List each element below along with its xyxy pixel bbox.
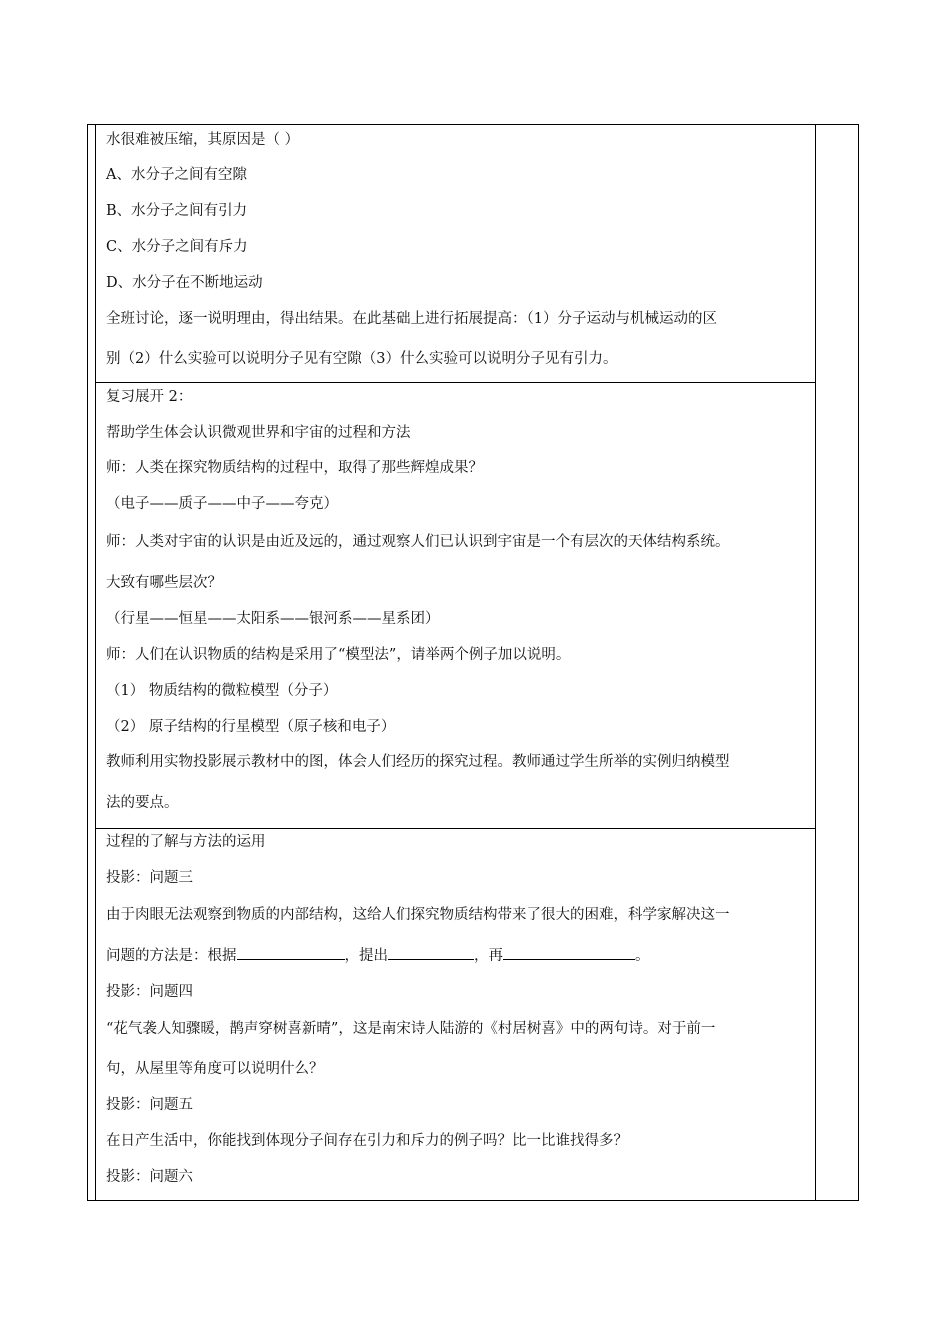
summary-line-2: 法的要点。 [106,795,179,811]
fill-blank-3[interactable] [503,945,635,960]
teacher-question-1: 师：人类在探究物质结构的过程中，取得了那些辉煌成果？ [106,460,483,476]
option-c: C、水分子之间有斥力 [106,239,248,255]
summary-line-1: 教师利用实物投影展示教材中的图，体会人们经历的探究过程。教师通过学生所举的实例归纳模型 [106,754,730,770]
problem-6-label: 投影：问题六 [106,1169,193,1185]
table-left-border-column [87,124,96,1201]
model-item-2: （2） 原子结构的行星模型（原子核和电子） [106,719,396,735]
problem-5-label: 投影：问题五 [106,1097,193,1113]
problem-4-label: 投影：问题四 [106,984,193,1000]
option-d: D、水分子在不断地运动 [106,275,263,291]
problem-3-text-line-1: 由于肉眼无法观察到物质的内部结构，这给人们探究物质结构带来了很大的困难，科学家解决这一 [106,907,730,923]
problem-4-text-line-2: 句，从屋里等角度可以说明什么？ [106,1061,324,1077]
fill-blank-1[interactable] [237,945,345,960]
section2-heading: 复习展开 2： [106,389,193,405]
row-divider-2 [96,828,815,829]
table-right-column [815,124,859,1201]
problem-3-text-a: 问题的方法是：根据 [106,948,237,964]
discussion-line-1: 全班讨论，逐一说明理由，得出结果。在此基础上进行拓展提高：（1）分子运动与机械运动的区 [106,311,717,327]
fill-blank-2[interactable] [388,945,474,960]
problem-5-text: 在日产生活中，你能找到体现分子间存在引力和斥力的例子吗？比一比谁找得多？ [106,1133,628,1149]
teacher-question-2-line-2: 大致有哪些层次？ [106,575,222,591]
problem-3-text-b: ，提出 [344,948,388,964]
problem-4-text-line-1: “花气袭人知骤暖，鹊声穿树喜新晴”，这是南宋诗人陆游的《村居树喜》中的两句诗。对于前一 [106,1021,716,1037]
teacher-question-2-line-1: 师：人类对宇宙的认识是由近及远的，通过观察人们已认识到宇宙是一个有层次的天体结构系统。 [106,534,730,550]
problem-3-label: 投影：问题三 [106,870,193,886]
teacher-question-3: 师：人们在认识物质的结构是采用了“模型法”，请举两个例子加以说明。 [106,647,571,663]
option-b: B、水分子之间有引力 [106,203,248,219]
answer-1: （电子——质子——中子——夸克） [106,496,338,512]
discussion-line-2: 别（2）什么实验可以说明分子见有空隙（3）什么实验可以说明分子见有引力。 [106,351,618,367]
model-item-1: （1） 物质结构的微粒模型（分子） [106,683,338,699]
answer-2: （行星——恒星——太阳系——银河系——星系团） [106,611,440,627]
problem-3-text-c: ，再 [474,948,503,964]
section2-goal: 帮助学生体会认识微观世界和宇宙的过程和方法 [106,425,411,441]
question-text: 水很难被压缩，其原因是（ ） [106,132,300,148]
section3-heading: 过程的了解与方法的运用 [106,834,266,850]
problem-3-text-line-2 [106,945,650,966]
option-a: A、水分子之间有空隙 [106,167,247,183]
problem-3-text-d: 。 [635,948,650,964]
row-divider-1 [96,382,815,383]
